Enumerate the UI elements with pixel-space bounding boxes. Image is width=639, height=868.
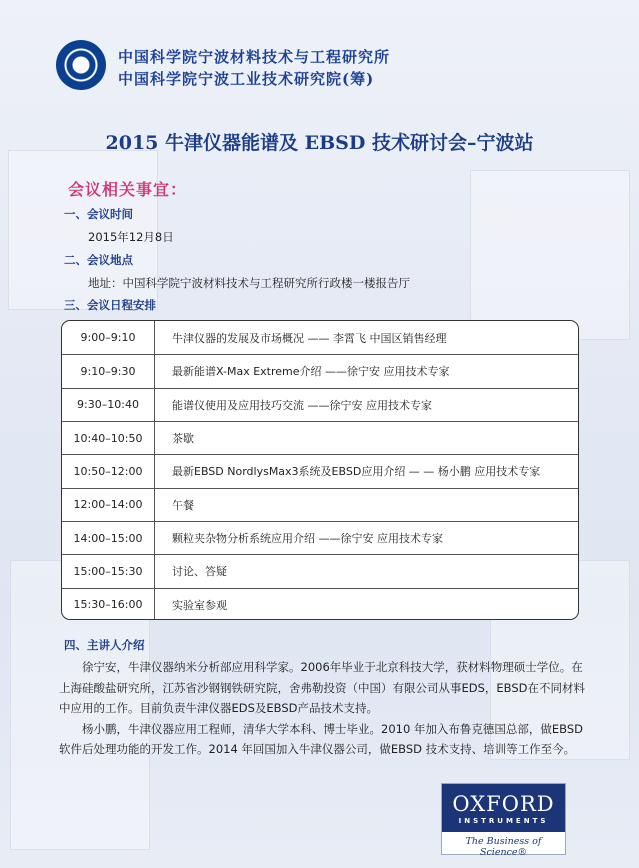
schedule-topic: 实验室参观 [172, 598, 227, 612]
schedule-time: 10:50–12:00 [62, 455, 155, 487]
schedule-time: 9:00–9:10 [62, 321, 155, 354]
schedule-topic: 颗粒夹杂物分析系统应用介绍 ——徐宁安 应用技术专家 [172, 532, 443, 546]
institute-name-secondary: 中国科学院宁波工业技术研究院(筹) [118, 70, 375, 88]
schedule-topic: 茶歇 [172, 432, 194, 446]
schedule-time: 12:00–14:00 [62, 489, 155, 521]
meeting-location-value: 地址：中国科学院宁波材料技术与工程研究所行政楼一楼报告厅 [88, 276, 410, 290]
speaker-bio-section [59, 657, 589, 760]
schedule-time: 14:00–15:00 [62, 522, 155, 554]
schedule-row [62, 421, 578, 454]
oxford-logo-sub: INSTRUMENTS [458, 817, 549, 825]
schedule-topic: 午餐 [172, 498, 194, 512]
schedule-time: 10:40–10:50 [62, 422, 155, 454]
schedule-topic: 最新能谱X-Max Extreme介绍 ——徐宁安 应用技术专家 [172, 365, 450, 379]
cas-logo-icon [56, 40, 106, 90]
meeting-time-heading: 一、会议时间 [64, 207, 133, 221]
schedule-row [62, 521, 578, 554]
schedule-heading: 三、会议日程安排 [64, 298, 156, 312]
schedule-row [62, 488, 578, 521]
meeting-location-heading: 二、会议地点 [64, 253, 133, 267]
speaker-bio: 徐宁安，牛津仪器纳米分析部应用科学家。2006年毕业于北京科技大学，获材料物理硕士学位。在上海硅酸盐研究所，江苏省沙钢钢铁研究院，舍弗勒投资（中国）有限公司从事EDS，EBSD在不同材料中应用的工作。目前负责牛津仪器EDS及EBSD产品技术支持。 [59, 660, 586, 716]
meeting-time-value: 2015年12月8日 [88, 230, 174, 244]
page-title: 2015 牛津仪器能谱及 EBSD 技术研讨会–宁波站 [105, 132, 534, 154]
schedule-time: 9:10–9:30 [62, 355, 155, 387]
institute-name-primary: 中国科学院宁波材料技术与工程研究所 [118, 48, 391, 66]
schedule-row [62, 321, 578, 354]
schedule-row [62, 388, 578, 421]
schedule-row [62, 354, 578, 387]
schedule-row [62, 554, 578, 587]
schedule-row [62, 454, 578, 487]
schedule-time: 9:30–10:40 [62, 389, 155, 421]
speaker-bio: 杨小鹏，牛津仪器应用工程师，清华大学本科、博士毕业。2010 年加入布鲁克德国总部，做EBSD 软件后处理功能的开发工作。2014 年回国加入牛津仪器公司，做EBSD 技术支持、培训等工作至今。 [59, 721, 584, 757]
schedule-time: 15:30–16:00 [62, 589, 155, 620]
schedule-topic: 最新EBSD NordlysMax3系统及EBSD应用介绍 — — 杨小鹏 应用技术专家 [172, 465, 541, 479]
section-heading: 会议相关事宜： [68, 180, 188, 199]
oxford-logo-word: OXFORD [452, 792, 555, 816]
schedule-time: 15:00–15:30 [62, 555, 155, 587]
header [50, 38, 610, 94]
background-panel [470, 170, 630, 340]
schedule-row [62, 588, 578, 620]
schedule-topic: 讨论、答疑 [172, 565, 227, 579]
schedule-topic: 牛津仪器的发展及市场概况 —— 李霄飞 中国区销售经理 [172, 331, 447, 345]
speakers-heading: 四、主讲人介绍 [64, 638, 145, 652]
oxford-instruments-logo [441, 783, 566, 858]
oxford-logo-tagline: The Business of Science® [465, 836, 542, 858]
schedule-topic: 能谱仪使用及应用技巧交流 ——徐宁安 应用技术专家 [172, 398, 432, 412]
schedule-table [61, 320, 579, 620]
